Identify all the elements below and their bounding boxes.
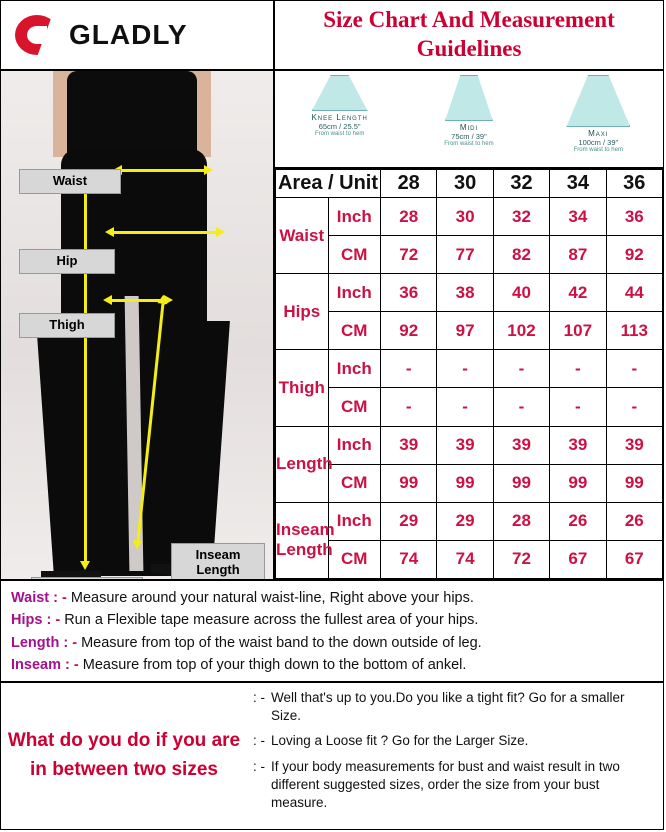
- skirt-knee: [288, 75, 392, 137]
- cell-thigh-inch-30: -: [437, 350, 493, 388]
- note-hips-label: Hips :: [11, 612, 52, 629]
- cell-thigh-inch-28: -: [381, 350, 437, 388]
- callout-waist: Waist: [19, 169, 121, 194]
- note-length: [11, 632, 653, 654]
- measurement-notes: [1, 581, 663, 683]
- faq-answer-text-3: If your body measurements for bust and waist result in two different suggested sizes, order the size from your bust measure.: [271, 758, 620, 810]
- unit-inseam-cm: CM: [328, 540, 381, 578]
- skirt-maxi-length: 100cm / 39": [578, 138, 619, 147]
- hip-measure-arrow: [113, 231, 217, 234]
- cell-length-inch-30: 39: [437, 426, 493, 464]
- table-row: [276, 198, 663, 236]
- cell-hips-inch-30: 38: [437, 274, 493, 312]
- faq-answers: [247, 683, 663, 829]
- size-table: [275, 169, 663, 579]
- callout-hip: Hip: [19, 249, 115, 274]
- cell-length-cm-34: 99: [550, 464, 606, 502]
- cell-inseam-cm-34: 67: [550, 540, 606, 578]
- table-header-row: [276, 170, 663, 198]
- cell-waist-cm-28: 72: [381, 236, 437, 274]
- cell-waist-inch-34: 34: [550, 198, 606, 236]
- row-label-inseam-length: Inseam Length: [276, 502, 329, 578]
- brand-name: GLADLY: [69, 19, 188, 50]
- unit-waist-cm: CM: [328, 236, 381, 274]
- cell-waist-cm-30: 77: [437, 236, 493, 274]
- cell-length-cm-32: 99: [493, 464, 549, 502]
- note-waist-label: Waist :: [11, 590, 58, 606]
- cell-length-inch-32: 39: [493, 426, 549, 464]
- header: [1, 1, 663, 71]
- cell-waist-inch-28: 28: [381, 198, 437, 236]
- cell-inseam-cm-30: 74: [437, 540, 493, 578]
- unit-waist-inch: Inch: [328, 198, 381, 236]
- cell-inseam-cm-28: 74: [381, 540, 437, 578]
- cell-hips-cm-34: 107: [550, 312, 606, 350]
- faq-answer-3: [247, 758, 655, 813]
- cell-thigh-cm-30: -: [437, 388, 493, 426]
- header-area-unit: Area / Unit: [276, 170, 381, 198]
- unit-hips-cm: CM: [328, 312, 381, 350]
- gladly-g-logo-icon: [15, 15, 61, 55]
- unit-thigh-inch: Inch: [328, 350, 381, 388]
- unit-thigh-cm: CM: [328, 388, 381, 426]
- cell-thigh-cm-28: -: [381, 388, 437, 426]
- cell-length-cm-36: 99: [606, 464, 662, 502]
- cell-waist-cm-36: 92: [606, 236, 662, 274]
- cell-waist-cm-32: 82: [493, 236, 549, 274]
- unit-length-inch: Inch: [328, 426, 381, 464]
- cell-waist-inch-30: 30: [437, 198, 493, 236]
- cell-inseam-cm-36: 67: [606, 540, 662, 578]
- cell-thigh-inch-34: -: [550, 350, 606, 388]
- faq-answer-text-2: Loving a Loose fit ? Go for the Larger Size.: [271, 733, 529, 749]
- cell-thigh-cm-36: -: [606, 388, 662, 426]
- skirt-knee-icon: [312, 75, 368, 111]
- cell-length-inch-28: 39: [381, 426, 437, 464]
- cell-length-cm-30: 99: [437, 464, 493, 502]
- cell-length-inch-36: 39: [606, 426, 662, 464]
- skirt-knee-length: 65cm / 25.5": [318, 122, 361, 131]
- unit-length-cm: CM: [328, 464, 381, 502]
- cell-inseam-inch-30: 29: [437, 502, 493, 540]
- cell-inseam-cm-32: 72: [493, 540, 549, 578]
- cell-thigh-inch-32: -: [493, 350, 549, 388]
- cell-hips-cm-36: 113: [606, 312, 662, 350]
- skirt-midi: [417, 75, 521, 147]
- skirt-maxi-icon: [566, 75, 630, 127]
- skirt-midi-note: From waist to hem: [444, 141, 494, 147]
- note-hips-text: Run a Flexible tape measure across the fullest area of your hips.: [64, 612, 479, 629]
- cell-inseam-inch-36: 26: [606, 502, 662, 540]
- cell-length-inch-34: 39: [550, 426, 606, 464]
- table-row: [276, 274, 663, 312]
- note-inseam-text: Measure from top of your thigh down to the bottom of ankel.: [82, 657, 467, 674]
- table-body: [276, 198, 663, 579]
- note-hips: [11, 609, 653, 631]
- faq-bullet-2: : -: [253, 733, 265, 749]
- callout-inseam-length: Inseam Length: [171, 543, 265, 579]
- header-size-34: 34: [550, 170, 606, 198]
- cell-inseam-inch-28: 29: [381, 502, 437, 540]
- cell-waist-cm-34: 87: [550, 236, 606, 274]
- cell-thigh-cm-34: -: [550, 388, 606, 426]
- page-title: Size Chart And Measurement Guidelines: [323, 7, 615, 61]
- skirt-length-guide: [275, 71, 663, 169]
- skirt-midi-length: 75cm / 39": [451, 132, 487, 141]
- table-side: [275, 71, 663, 579]
- header-size-30: 30: [437, 170, 493, 198]
- note-length-dash: -: [72, 634, 78, 651]
- faq-answer-1: [247, 689, 655, 725]
- note-length-text: Measure from top of the waist band to the down outside of leg.: [81, 634, 482, 651]
- row-label-thigh: Thigh: [276, 350, 329, 426]
- cell-thigh-inch-36: -: [606, 350, 662, 388]
- faq-answer-2: [247, 732, 655, 750]
- note-waist-dash: -: [62, 590, 67, 606]
- skirt-knee-note: From waist to hem: [314, 131, 365, 137]
- waist-measure-arrow: [121, 169, 205, 172]
- cell-inseam-inch-34: 26: [550, 502, 606, 540]
- skirt-maxi: [546, 75, 650, 153]
- model-photo: [1, 71, 275, 579]
- skirt-maxi-note: From waist to hem: [573, 147, 623, 153]
- table-row: [276, 540, 663, 578]
- note-inseam-label: Inseam :: [11, 657, 70, 674]
- note-inseam-dash: -: [73, 657, 79, 674]
- header-size-32: 32: [493, 170, 549, 198]
- model-right-leg: [128, 321, 230, 576]
- cell-hips-cm-32: 102: [493, 312, 549, 350]
- cell-thigh-cm-32: -: [493, 388, 549, 426]
- note-length-label: Length :: [11, 634, 69, 651]
- faq-bullet-1: : -: [253, 689, 265, 705]
- unit-hips-inch: Inch: [328, 274, 381, 312]
- table-row: [276, 502, 663, 540]
- cell-waist-inch-36: 36: [606, 198, 662, 236]
- faq-section: [1, 683, 663, 829]
- faq-question: What do you do if you are in between two sizes: [7, 730, 241, 780]
- table-row: [276, 426, 663, 464]
- cell-length-cm-28: 99: [381, 464, 437, 502]
- cell-hips-cm-30: 97: [437, 312, 493, 350]
- header-size-36: 36: [606, 170, 662, 198]
- brand-block: [1, 1, 275, 69]
- cell-waist-inch-32: 32: [493, 198, 549, 236]
- row-label-hips: Hips: [276, 274, 329, 350]
- table-row: [276, 312, 663, 350]
- cell-hips-inch-28: 36: [381, 274, 437, 312]
- table-row: [276, 236, 663, 274]
- faq-bullet-3: : -: [253, 758, 265, 774]
- model-left-leg: [36, 321, 138, 576]
- callout-length: [31, 577, 143, 579]
- header-size-28: 28: [381, 170, 437, 198]
- row-label-waist: Waist: [276, 198, 329, 274]
- cell-hips-cm-28: 92: [381, 312, 437, 350]
- note-waist-text: Measure around your natural waist-line, Right above your hips.: [70, 590, 474, 606]
- skirt-knee-name: Knee Length: [311, 113, 368, 122]
- faq-answer-text-1: Well that's up to you.Do you like a tight fit? Go for a smaller Size.: [271, 689, 625, 724]
- cell-hips-inch-32: 40: [493, 274, 549, 312]
- unit-inseam-inch: Inch: [328, 502, 381, 540]
- skirt-midi-name: Midi: [459, 123, 479, 132]
- table-row: [276, 388, 663, 426]
- table-row: [276, 350, 663, 388]
- length-measure-arrow: [84, 181, 87, 561]
- note-waist: [11, 587, 653, 609]
- skirt-maxi-name: Maxi: [588, 129, 609, 138]
- row-label-length: Length: [276, 426, 329, 502]
- cell-inseam-inch-32: 28: [493, 502, 549, 540]
- callout-thigh: Thigh: [19, 313, 115, 338]
- table-row: [276, 464, 663, 502]
- note-inseam: [11, 654, 653, 676]
- note-hips-dash: -: [55, 612, 61, 629]
- cell-hips-inch-34: 42: [550, 274, 606, 312]
- middle-section: [1, 71, 663, 581]
- skirt-midi-icon: [445, 75, 493, 121]
- cell-hips-inch-36: 44: [606, 274, 662, 312]
